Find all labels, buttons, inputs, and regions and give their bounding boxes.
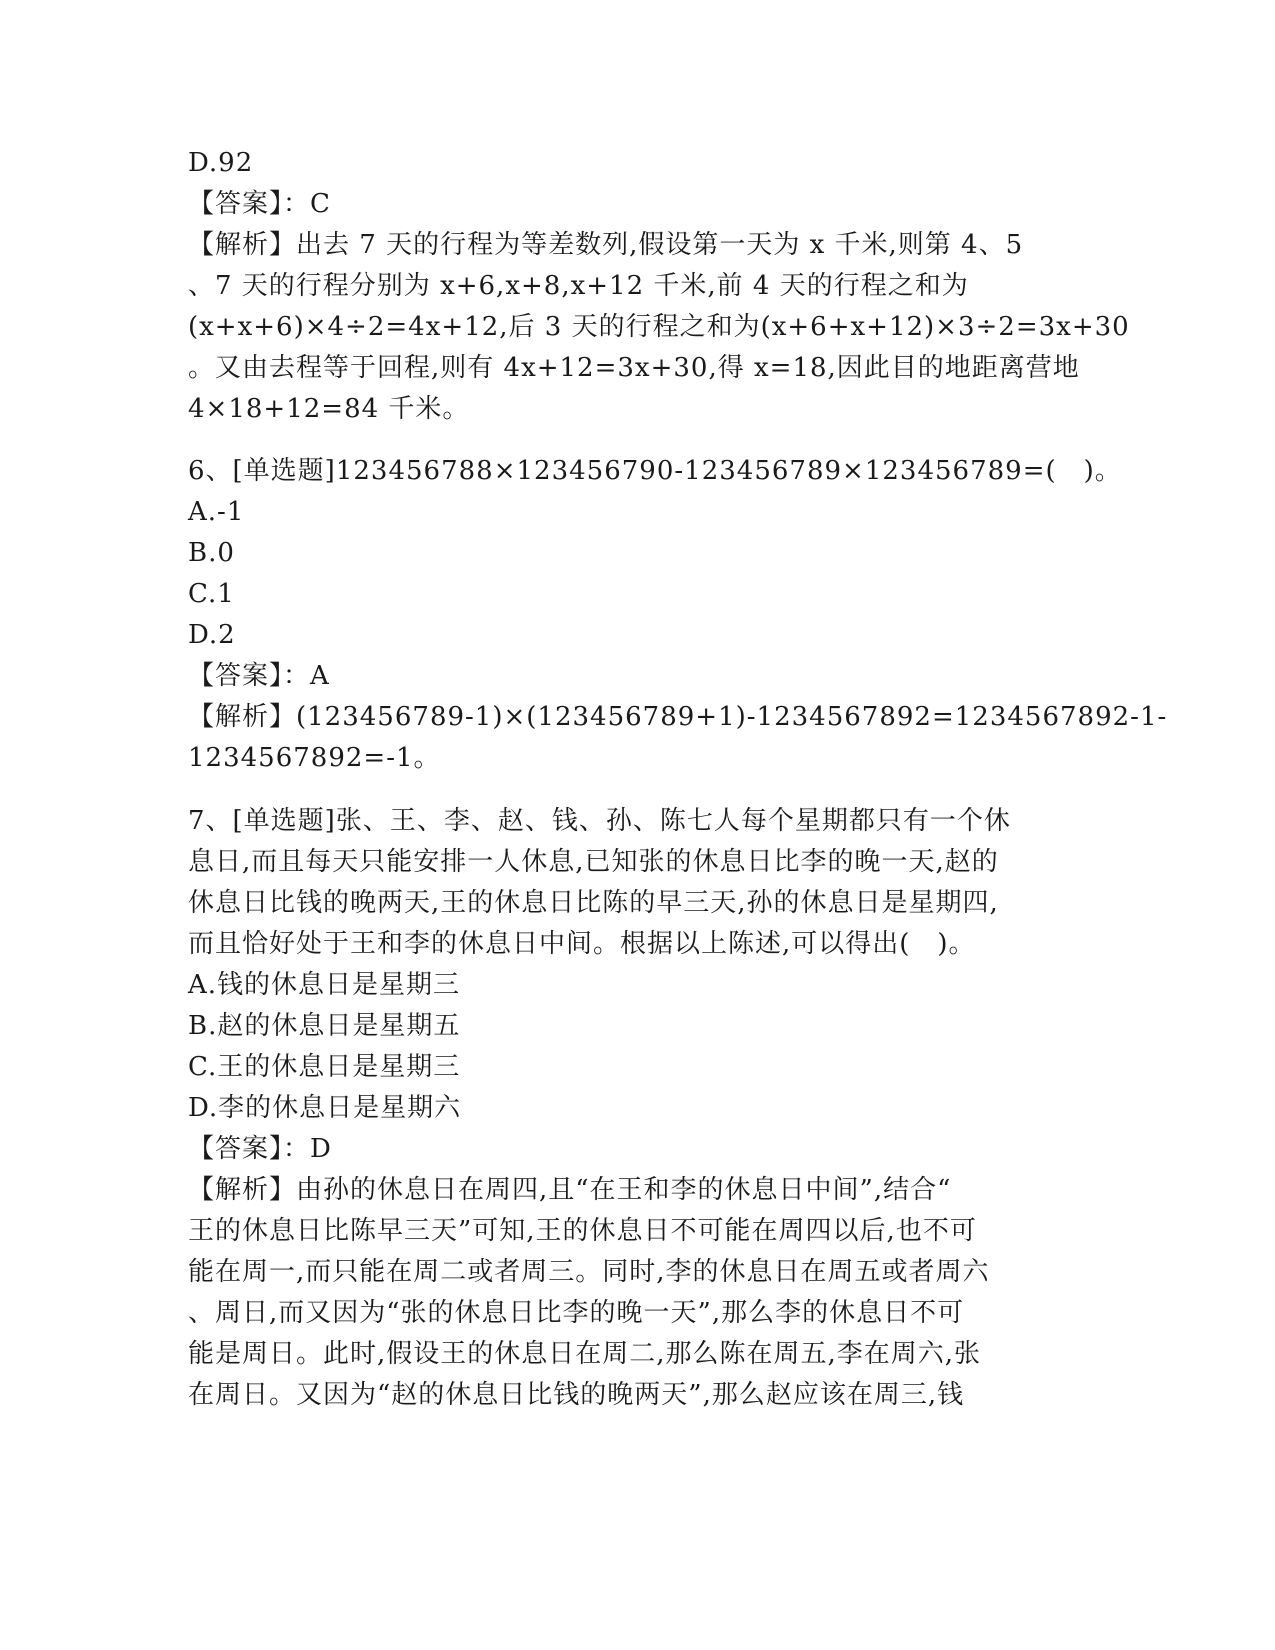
q6-answer: 【答案】：A [188, 661, 330, 691]
q6-option-b: B.0 [188, 538, 235, 568]
q7-analysis-line: 在周日。又因为“赵的休息日比钱的晚两天”,那么赵应该在周三,钱 [188, 1380, 965, 1410]
q6-option-a: A.-1 [188, 497, 245, 527]
q5-analysis-line: (x+x+6)×4÷2=4x+12,后 3 天的行程之和为(x+6+x+12)×3÷2=3x+30 [188, 312, 1130, 342]
q5-analysis-line: 。又由去程等于回程,则有 4x+12=3x+30,得 x=18,因此目的地距离营地 [188, 353, 1080, 383]
q7-option-c: C.王的休息日是星期三 [188, 1052, 461, 1082]
q7-stem-line: 而且恰好处于王和李的休息日中间。根据以上陈述,可以得出( )。 [188, 929, 976, 959]
q5-analysis-line: 、7 天的行程分别为 x+6,x+8,x+12 千米,前 4 天的行程之和为 [188, 271, 969, 301]
q7-stem-line: 息日,而且每天只能安排一人休息,已知张的休息日比李的晚一天,赵的 [188, 847, 999, 877]
q7-option-b: B.赵的休息日是星期五 [188, 1011, 461, 1041]
q7-analysis-line: 、周日,而又因为“张的休息日比李的晚一天”,那么李的休息日不可 [188, 1298, 965, 1328]
q7-analysis-line: 【解析】由孙的休息日在周四,且“在王和李的休息日中间”,结合“ [188, 1175, 952, 1205]
q7-analysis-line: 能在周一,而只能在周二或者周三。同时,李的休息日在周五或者周六 [188, 1257, 990, 1287]
q7-analysis-line: 能是周日。此时,假设王的休息日在周二,那么陈在周五,李在周六,张 [188, 1339, 982, 1369]
q5-analysis-line: 【解析】出去 7 天的行程为等差数列,假设第一天为 x 千米,则第 4、5 [188, 230, 1024, 260]
q7-analysis-line: 王的休息日比陈早三天”可知,王的休息日不可能在周四以后,也不可 [188, 1216, 977, 1246]
q6-option-c: C.1 [188, 579, 235, 609]
q6-analysis-line: 【解析】(123456789-1)×(123456789+1)-1234567892=1234567892-1- [188, 702, 1168, 732]
q6-option-d: D.2 [188, 620, 236, 650]
q7-option-d: D.李的休息日是星期六 [188, 1093, 462, 1123]
q6-analysis-line: 1234567892=-1。 [188, 743, 441, 773]
q7-stem-line: 休息日比钱的晚两天,王的休息日比陈的早三天,孙的休息日是星期四, [188, 888, 999, 918]
q7-answer: 【答案】：D [188, 1134, 332, 1164]
q7-option-a: A.钱的休息日是星期三 [188, 970, 461, 1000]
q5-option-d: D.92 [188, 148, 254, 178]
q5-answer: 【答案】：C [188, 189, 331, 219]
q7-stem-line: 7、[单选题]张、王、李、赵、钱、孙、陈七人每个星期都只有一个休 [188, 806, 1011, 836]
q6-stem: 6、[单选题]123456788×123456790-123456789×123456789=( )。 [188, 456, 1122, 486]
q5-analysis-line: 4×18+12=84 千米。 [188, 394, 470, 424]
